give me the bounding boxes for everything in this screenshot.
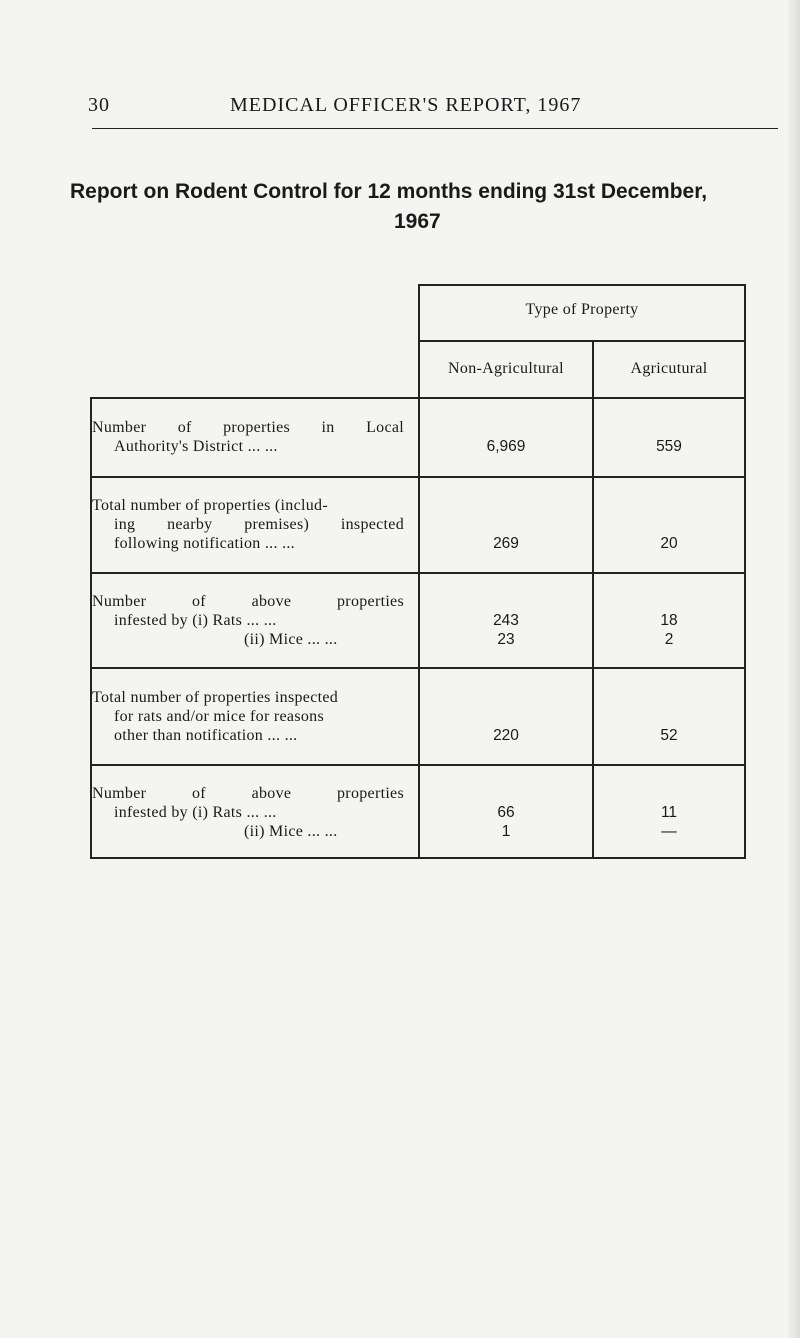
row-label-line: infested by (i) Rats ... ... (114, 804, 277, 821)
row-label (92, 496, 404, 553)
cell-non-agricultural: 1 (501, 823, 511, 840)
header-divider (418, 340, 744, 342)
column-header-agricultural: Agricutural (630, 360, 708, 377)
row-label-line: (ii) Mice ... ... (244, 823, 338, 840)
row-label (92, 592, 404, 649)
page-number: 30 (88, 94, 110, 116)
row-label (92, 784, 404, 841)
table-top-border (418, 284, 744, 286)
cell-non-agricultural: 6,969 (486, 438, 526, 455)
row-label-line: Total number of properties (includ- (92, 497, 328, 514)
cell-agricultural: 20 (660, 535, 678, 552)
cell-agricultural: 52 (660, 727, 678, 744)
cell-non-agricultural: 66 (497, 804, 515, 821)
cell-agricultural: 559 (656, 438, 682, 455)
report-title-line1: Report on Rodent Control for 12 months ending 31st December, (70, 180, 708, 203)
cell-agricultural: 11 (660, 804, 678, 821)
group-header: Type of Property (525, 301, 639, 318)
header-title: MEDICAL OFFICER'S REPORT, 1967 (230, 94, 582, 116)
row-divider (90, 764, 744, 766)
row-divider (90, 397, 744, 399)
row-label-line: ing nearby premises) inspected (114, 516, 404, 533)
cell-non-agricultural: 269 (493, 535, 519, 552)
cell-agricultural: 2 (664, 631, 674, 648)
row-label (92, 418, 404, 456)
row-label (92, 688, 404, 745)
cell-non-agricultural: 23 (497, 631, 515, 648)
row-divider (90, 572, 744, 574)
cell-agricultural: 18 (660, 612, 678, 629)
row-divider (90, 476, 744, 478)
cell-non-agricultural: 220 (493, 727, 519, 744)
cell-agricultural: — (661, 823, 677, 840)
row-label-line: Number of properties in Local (92, 419, 404, 436)
row-label-line: Authority's District ... ... (114, 438, 278, 455)
row-label-line: (ii) Mice ... ... (244, 631, 338, 648)
row-label-line: Number of above properties (92, 593, 404, 610)
row-label-line: infested by (i) Rats ... ... (114, 612, 277, 629)
report-title-line2: 1967 (394, 210, 441, 233)
row-label-line: Number of above properties (92, 785, 404, 802)
cell-non-agricultural: 243 (493, 612, 519, 629)
row-label-line: Total number of properties inspected (92, 689, 339, 706)
table-right-border (744, 284, 746, 858)
column-header-non-agricultural: Non-Agricultural (448, 360, 564, 377)
row-label-line: following notification ... ... (114, 535, 295, 552)
row-label-line: other than notification ... ... (114, 727, 298, 744)
row-label-line: for rats and/or mice for reasons (114, 708, 324, 725)
column-divider (592, 340, 594, 858)
row-divider (90, 667, 744, 669)
